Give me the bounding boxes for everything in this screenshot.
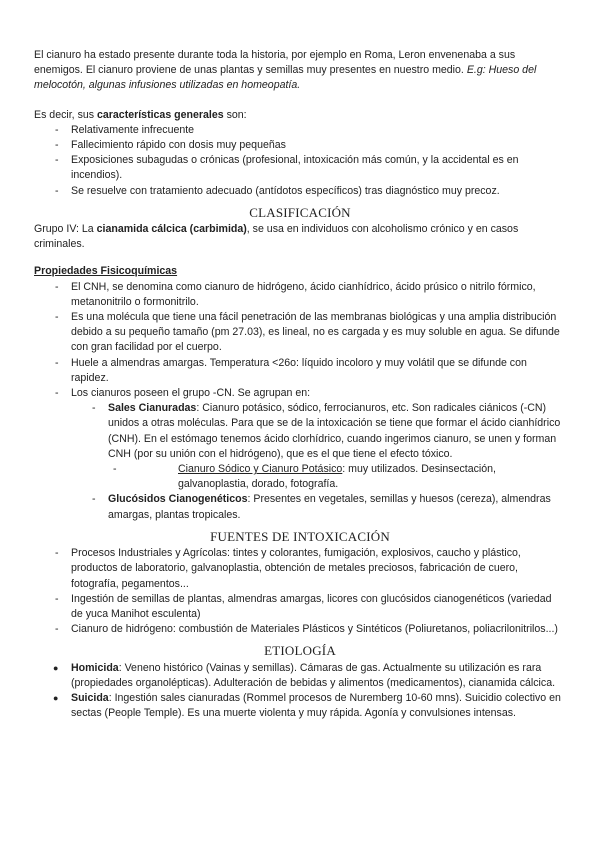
list-item: - Procesos Industriales y Agrícolas: tintes y colorantes, fumigación, explosivos, caucho y plástico, productos de laboratorio, galvanoplastia, obtención de metales preciosos, fabricación de cuero, fotografía, pegamentos...	[34, 546, 566, 592]
salts-text: : Cianuro potásico, sódico, ferrocianuros, etc. Son radicales ciánicos (-CN) unidos a otras moléculas. Para que se de la intoxicación se tiene que formar el ácido cianhídrico (CNH). En el estómago tenemos ácido clorhídrico, cuando ingerimos cianuro, se unen y forman CNH (por su unión con el hidrógeno), que es el que tiene el efecto tóxico.	[108, 402, 561, 460]
general-list	[34, 123, 566, 199]
sources-heading: FUENTES DE INTOXICACIÓN	[210, 528, 390, 544]
general-lead-pre: Es decir, sus	[34, 108, 97, 121]
list-item: - Huele a almendras amargas. Temperatura <26o: líquido incoloro y muy volátil que se difunde con rapidez.	[34, 356, 566, 386]
salts-sub-label: Cianuro Sódico y Cianuro Potásico	[178, 463, 343, 476]
cyanide-groups-intro: Los cianuros poseen el grupo -CN. Se agrupan en:	[71, 387, 311, 400]
list-item: - El CNH, se denomina como cianuro de hidrógeno, ácido cianhídrico, ácido prúsico o nitrilo fórmico, metanonitrilo o formonitrilo.	[34, 280, 566, 310]
list-item: - Relativamente infrecuente	[34, 123, 566, 138]
list-item	[34, 462, 566, 492]
general-lead-post: son:	[223, 108, 247, 121]
classification-heading: CLASIFICACIÓN	[249, 204, 351, 220]
etiology-heading: ETIOLOGÍA	[264, 643, 336, 659]
glucosides-label: Glucósidos Cianogenéticos	[108, 493, 248, 506]
classification-pre: Grupo IV: La	[34, 223, 97, 236]
homicide-label: Homicida	[71, 661, 119, 674]
glucosides-text: : Presentes en vegetales, semillas y huesos (cereza), almendras amargas, plantas tropicales.	[108, 493, 551, 521]
list-item	[34, 691, 566, 721]
classification-post: , se usa en individuos con alcoholismo crónico y en casos criminales.	[34, 223, 519, 251]
list-item: - Es una molécula que tiene una fácil penetración de las membranas biológicas y una amplia distribución debido a su pequeño tamaño (pm 27.03), es lineal, no es cargada y es muy soluble en agua. Se difunde con gran facilidad por el cuerpo.	[34, 310, 566, 356]
intro-text: El cianuro ha estado presente durante toda la historia, por ejemplo en Roma, Leron envenenaba a sus enemigos. El cianuro proviene de unas plantas y semillas muy presentes en nuestro medio.	[34, 49, 516, 77]
list-item: - Fallecimiento rápido con dosis muy pequeñas	[34, 138, 566, 153]
list-item	[34, 401, 566, 492]
properties-heading: Propiedades Fisicoquímicas	[34, 265, 178, 278]
classification-bold: cianamida cálcica (carbimida)	[96, 223, 247, 236]
salts-label: Sales Cianuradas	[108, 402, 197, 415]
intro-example: E.g: Hueso del melocotón, algunas infusiones utilizadas en homeopatía.	[34, 64, 537, 92]
general-lead-bold: características generales	[97, 108, 224, 121]
list-item: - Exposiciones subagudas o crónicas (profesional, intoxicación más común, y la accidental es en incendios).	[34, 153, 566, 183]
document-page	[34, 48, 566, 721]
salts-sub-text: : muy utilizados. Desinsectación, galvanoplastia, dorado, fotografía.	[178, 463, 496, 491]
salts-sublist	[34, 462, 566, 492]
etiology-list	[34, 661, 566, 722]
intro-paragraph	[34, 48, 566, 94]
list-item: - Cianuro de hidrógeno: combustión de Materiales Plásticos y Sintéticos (Poliuretanos, poliacrilonitrilos...)	[34, 622, 566, 637]
sources-list	[34, 546, 566, 637]
suicide-label: Suicida	[71, 691, 109, 704]
list-item: - Ingestión de semillas de plantas, almendras amargas, licores con glucósidos cianogenéticos (variedad de yuca Manihot esculenta)	[34, 592, 566, 622]
suicide-text: : Ingestión sales cianuradas (Rommel procesos de Nuremberg 10-60 mns). Suicidio colectivo en sectas (People Temple). Es una muerte violenta y muy rápida. Agonía y convulsiones intensas.	[71, 691, 561, 720]
general-lead	[34, 108, 566, 123]
list-item	[34, 492, 566, 522]
list-item	[34, 386, 566, 523]
cyanide-groups-list	[34, 401, 566, 523]
list-item: - Se resuelve con tratamiento adecuado (antídotos específicos) tras diagnóstico muy precoz.	[34, 184, 566, 199]
properties-list	[34, 280, 566, 523]
list-item	[34, 661, 566, 691]
classification-paragraph	[34, 222, 566, 252]
homicide-text: : Veneno histórico (Vainas y semillas). Cámaras de gas. Actualmente su utilización es rara (propiedades organolépticas). Adulteración de bebidas y alimentos (medicamentos), cianamida cálcica.	[71, 661, 556, 689]
